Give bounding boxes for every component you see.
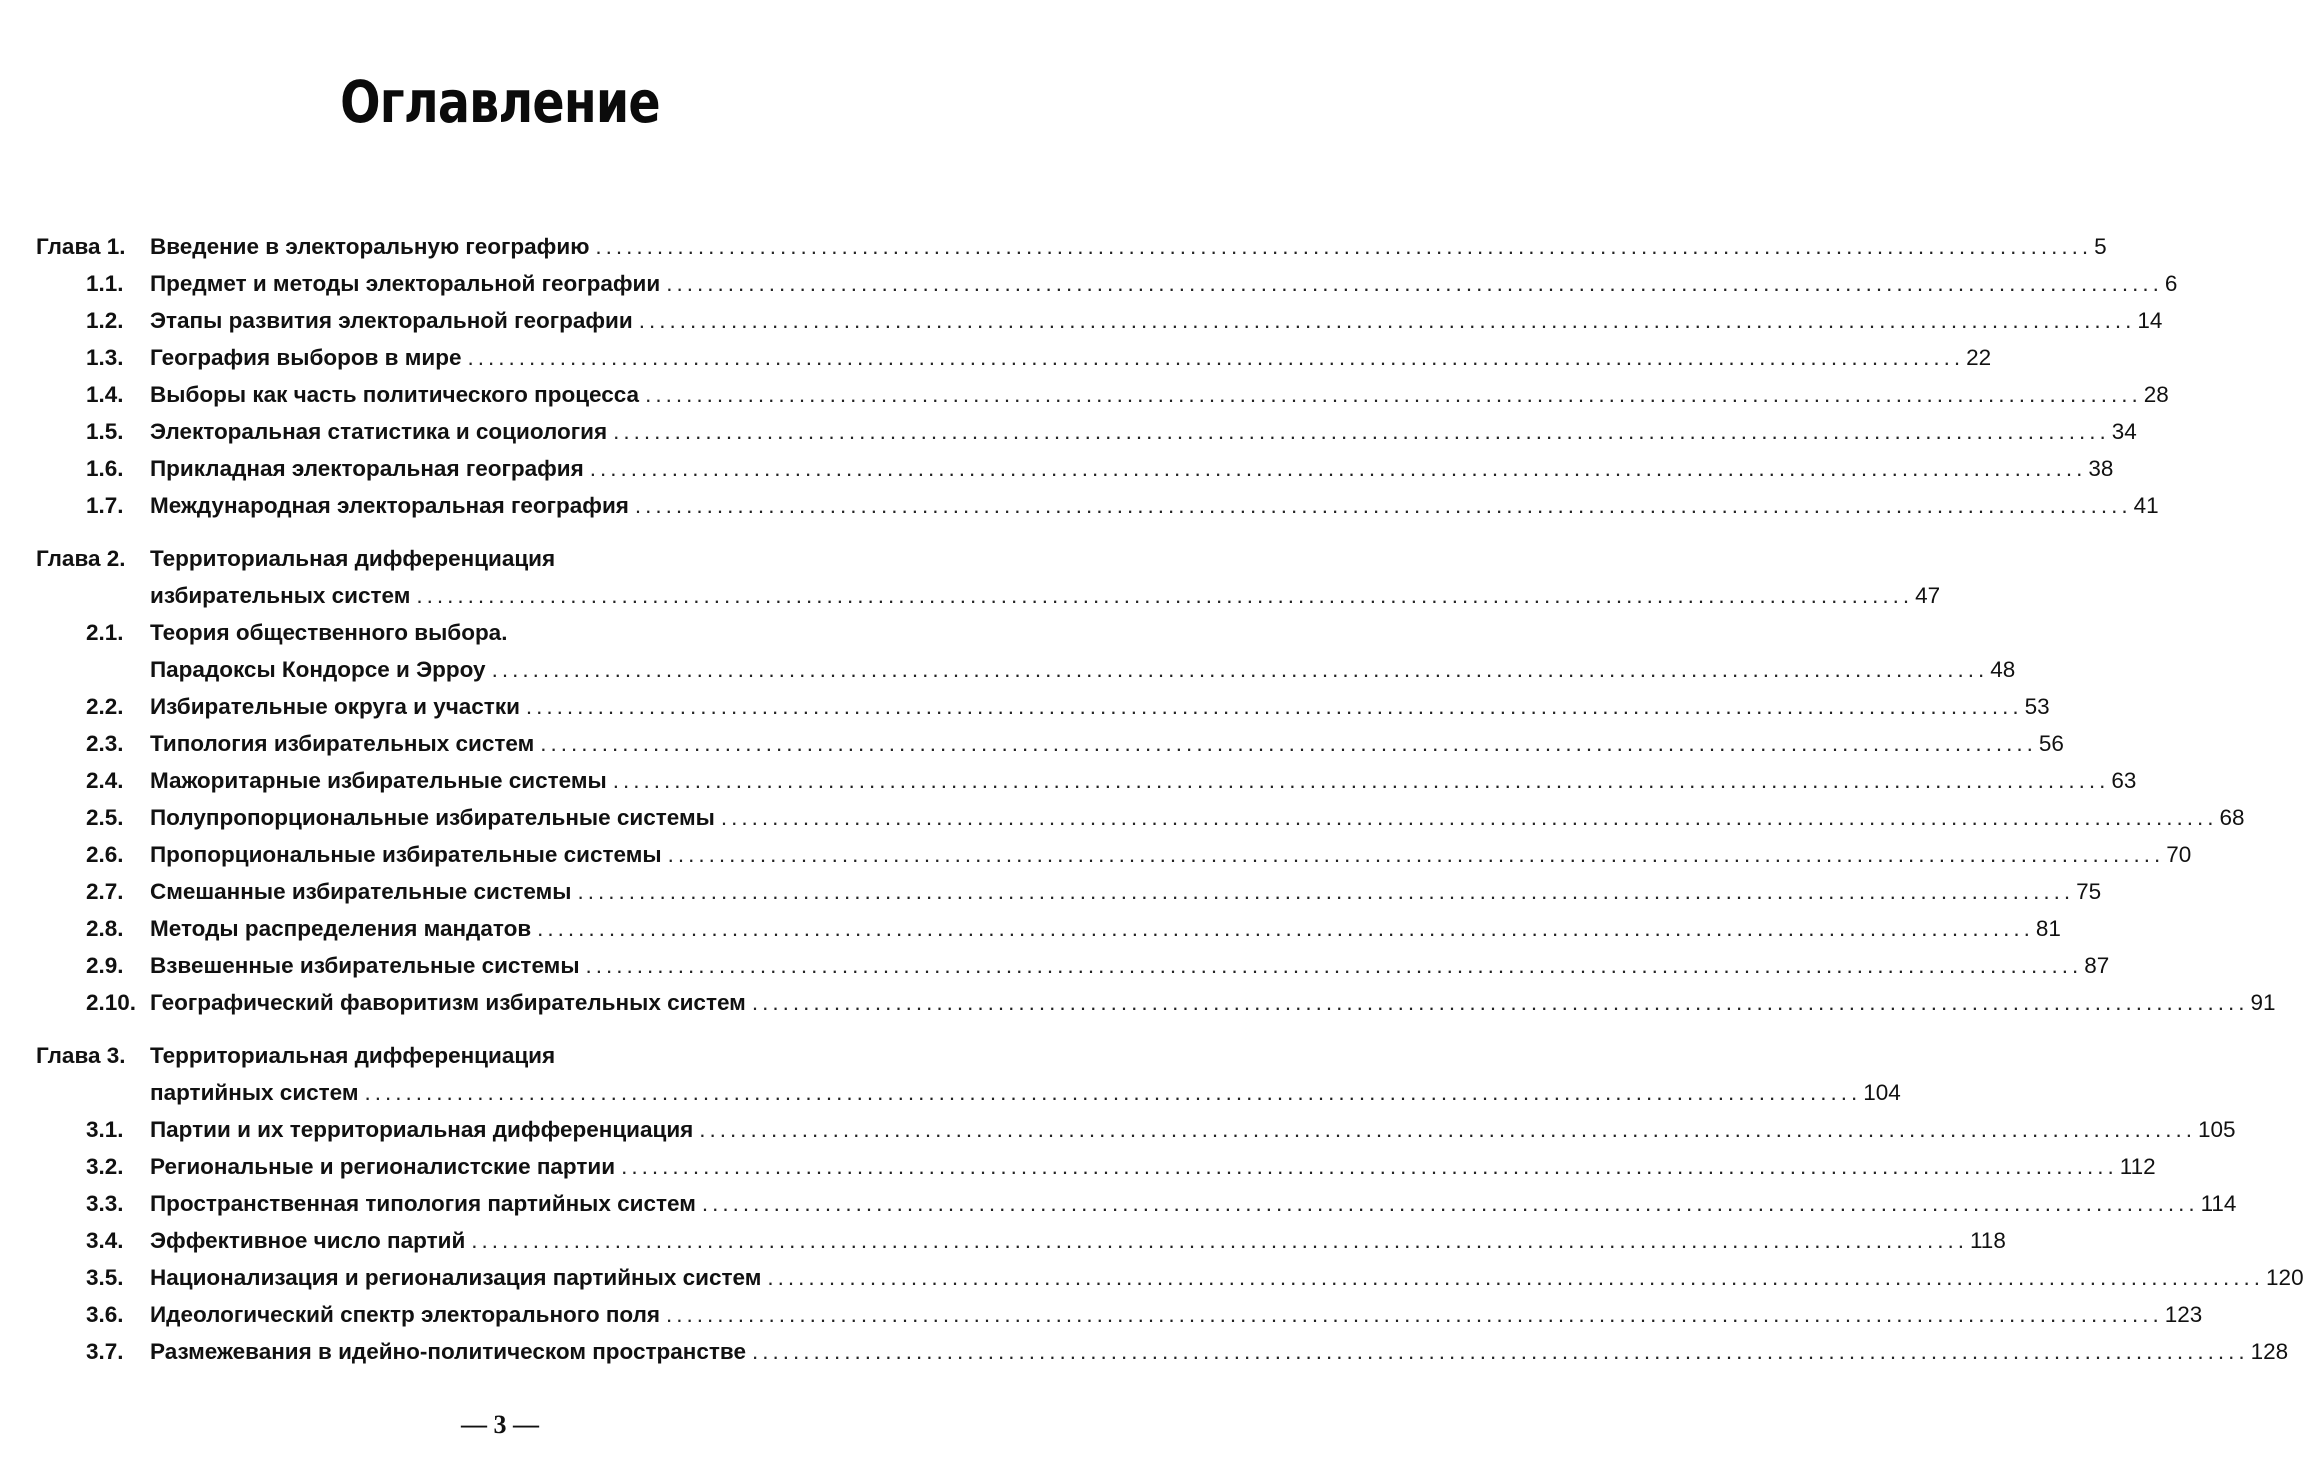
toc-entry[interactable] [36,487,2159,524]
section-page-number: 105 [2197,1117,2236,1142]
section-title: Избирательные округа и участки [150,694,520,719]
section-number: 1.2. [86,308,124,333]
chapter-label: Глава 2. [36,546,126,571]
dot-leader [721,799,2218,836]
toc-entry[interactable] [36,688,2050,725]
section-page-number: 34 [2111,419,2137,444]
toc-entry[interactable] [36,1333,2289,1370]
dot-leader [365,1074,1862,1111]
dot-leader [635,487,2132,524]
toc-entry[interactable] [36,614,930,651]
section-number: 1.6. [86,456,124,481]
section-page-number: 120 [2266,1265,2304,1290]
section-number: 1.4. [86,382,124,407]
section-number: 3.4. [86,1228,124,1253]
chapter-heading-row[interactable] [36,577,1941,614]
toc-entry[interactable] [36,1222,2006,1259]
section-title: Размежевания в идейно-политическом пространстве [150,1339,746,1364]
dot-leader [752,1333,2249,1370]
dot-leader [666,265,2163,302]
chapter-heading-row[interactable] [36,1074,1901,1111]
section-list [36,265,2178,524]
chapter-block [36,540,2276,1021]
section-number: 3.3. [86,1191,124,1216]
table-of-contents [36,228,2304,1386]
toc-entry[interactable] [36,651,2016,688]
section-page-number: 14 [2137,308,2163,333]
dot-leader [471,1222,1968,1259]
section-title: География выборов в мире [150,345,462,370]
section-number: 2.2. [86,694,124,719]
dot-leader [526,688,2023,725]
section-page-number: 128 [2250,1339,2289,1364]
chapter-heading-row[interactable] [36,540,930,577]
section-number: 3.7. [86,1339,124,1364]
dot-leader [467,339,1964,376]
dot-leader [699,1111,2196,1148]
toc-entry[interactable] [36,947,2110,984]
toc-entry[interactable] [36,1259,2304,1296]
section-number: 2.1. [86,620,124,645]
section-page-number: 22 [1966,345,1992,370]
section-number: 2.7. [86,879,124,904]
section-title: Теория общественного выбора. [150,620,508,645]
section-page-number: 56 [2038,731,2064,756]
dot-leader [590,450,2087,487]
toc-entry[interactable] [36,265,2178,302]
section-number: 3.5. [86,1265,124,1290]
dot-leader [540,725,2037,762]
section-number: 2.10. [86,990,137,1015]
section-page-number: 91 [2250,990,2276,1015]
chapter-title: Территориальная дифференциация [150,546,556,571]
chapter-block [36,1037,2304,1370]
section-number: 2.4. [86,768,124,793]
toc-entry[interactable] [36,1296,2203,1333]
chapter-title: партийных систем [150,1080,359,1105]
section-page-number: 118 [1969,1228,2006,1253]
section-page-number: 75 [2076,879,2102,904]
chapter-heading-row[interactable] [36,1037,930,1074]
section-number: 2.8. [86,916,124,941]
section-title: Смешанные избирательные системы [150,879,572,904]
section-title: Мажоритарные избирательные системы [150,768,607,793]
section-list [36,614,2276,1021]
section-number: 2.3. [86,731,124,756]
chapter-label: Глава 3. [36,1043,126,1068]
section-number: 1.7. [86,493,124,518]
dot-leader [492,651,1989,688]
section-title: Взвешенные избирательные системы [150,953,580,978]
section-page-number: 81 [2035,916,2061,941]
toc-entry[interactable] [36,1111,2236,1148]
dot-leader [767,1259,2264,1296]
section-number: 3.1. [86,1117,124,1142]
chapter-heading-row[interactable] [36,228,2107,265]
section-page-number: 114 [2200,1191,2237,1216]
section-page-number: 63 [2111,768,2137,793]
section-title: Идеологический спектр электорального поля [150,1302,661,1327]
section-title: Парадоксы Кондорсе и Эрроу [150,657,486,682]
toc-entry[interactable] [36,873,2102,910]
chapter-label: Глава 1. [36,234,126,259]
section-number: 3.2. [86,1154,124,1179]
section-list [36,1111,2304,1370]
section-title: Партии и их территориальная дифференциация [150,1117,694,1142]
toc-entry[interactable] [36,376,2169,413]
section-title: Географический фаворитизм избирательных систем [150,990,746,1015]
section-title: Пространственная типология партийных систем [150,1191,696,1216]
section-title: Международная электоральная география [150,493,629,518]
section-page-number: 112 [2119,1154,2156,1179]
dot-leader [537,910,2034,947]
section-title: Методы распределения мандатов [150,916,532,941]
section-title: Этапы развития электоральной географии [150,308,633,333]
section-title: Прикладная электоральная география [150,456,584,481]
section-number: 3.6. [86,1302,124,1327]
section-title: Полупропорциональные избирательные системы [150,805,715,830]
section-page-number: 53 [2024,694,2050,719]
dot-leader [666,1296,2163,1333]
dot-leader [639,302,2136,339]
dot-leader [577,873,2074,910]
toc-entry[interactable] [36,302,2163,339]
section-page-number: 123 [2164,1302,2203,1327]
dot-leader [645,376,2142,413]
section-title: Пропорциональные избирательные системы [150,842,662,867]
dot-leader [752,984,2249,1021]
dot-leader [586,947,2083,984]
section-number: 1.3. [86,345,124,370]
toc-entry[interactable] [36,984,2276,1021]
section-page-number: 70 [2166,842,2192,867]
section-title: Выборы как часть политического процесса [150,382,640,407]
section-page-number: 48 [1990,657,2016,682]
chapter-title: Введение в электоральную географию [150,234,590,259]
section-number: 2.9. [86,953,124,978]
section-number: 1.1. [86,271,124,296]
chapter-page-number: 47 [1915,583,1941,608]
section-page-number: 68 [2219,805,2245,830]
section-title: Типология избирательных систем [150,731,535,756]
section-number: 2.6. [86,842,124,867]
page-title: Оглавление [340,68,660,136]
chapter-page-number: 104 [1863,1080,1901,1105]
section-title: Электоральная статистика и социология [150,419,608,444]
toc-entry[interactable] [36,339,1992,376]
dot-leader [668,836,2165,873]
toc-entry[interactable] [36,1185,2237,1222]
toc-entry[interactable] [36,1148,2156,1185]
toc-entry[interactable] [36,450,2114,487]
section-page-number: 28 [2143,382,2169,407]
dot-leader [613,413,2110,450]
dot-leader [621,1148,2118,1185]
chapter-title: избирательных систем [150,583,411,608]
toc-entry[interactable] [36,762,2137,799]
toc-entry[interactable] [36,413,2137,450]
page-number: — 3 — [461,1410,539,1439]
dot-leader [702,1185,2199,1222]
section-title: Региональные и регионалистские партии [150,1154,616,1179]
chapter-block [36,228,2178,524]
chapter-page-number: 5 [2094,234,2107,259]
section-page-number: 38 [2088,456,2114,481]
section-number: 1.5. [86,419,124,444]
toc-entry[interactable] [36,799,2245,836]
dot-leader [595,228,2092,265]
chapter-title: Территориальная дифференциация [150,1043,556,1068]
section-page-number: 87 [2084,953,2110,978]
dot-leader [416,577,1913,614]
toc-entry[interactable] [36,910,2061,947]
toc-entry[interactable] [36,836,2192,873]
section-page-number: 41 [2133,493,2159,518]
section-title: Эффективное число партий [150,1228,466,1253]
section-title: Предмет и методы электоральной географии [150,271,661,296]
section-title: Национализация и регионализация партийных систем [150,1265,762,1290]
section-number: 2.5. [86,805,124,830]
toc-entry[interactable] [36,725,2064,762]
section-page-number: 6 [2164,271,2178,296]
dot-leader [613,762,2110,799]
